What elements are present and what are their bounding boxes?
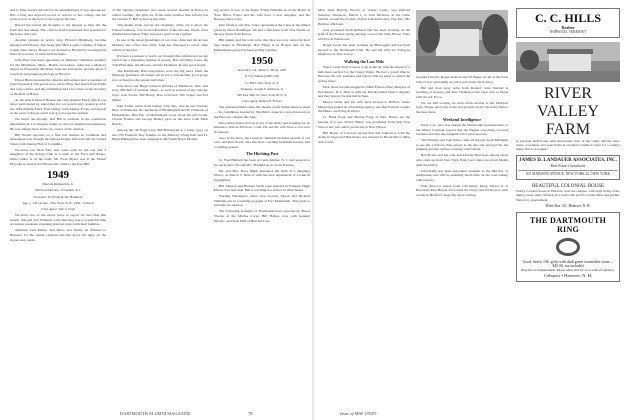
text-paragraph: Jack graduated from Amherst and has been working on the staff of the Boston Globe, having covered the State House. They will live in Watertown. xyxy=(318,27,410,41)
text-paragraph: Ted Whitney and Tom Wiley came all the way from Michigan to see the Carnival; they stayed at the Inn and enjoyed the ski jumping and the outdoor evening with friends. xyxy=(416,138,508,152)
text-paragraph: Mr. and Mrs. Dave Smith announce the birth of a daughter, Nancy, on March 3. Dave is with the trust department of a bank in Springfield. xyxy=(214,168,310,182)
landauer-name: JAMES D. LANDAUER ASSOCIATES, INC. xyxy=(519,157,617,163)
section-subheading: The Hitching Post xyxy=(245,151,279,157)
text-paragraph: Space Cadet Paul Conway is up in the air with his dream of a helicopter service for the Upper Valley. He had a grand time in Hanover the last weekend and reports that he plans to attend the spring dance. xyxy=(318,65,410,83)
text-paragraph: Lt. Fred Hatfield has been at Camp Kilmer, N. J., and expects to be out in June. He and Mrs. Hatfield wrote from Trenton. xyxy=(214,157,310,167)
text-paragraph: Mason Wells and his wife have moved to Buffalo where Mason has joined an advertising agency. Another Eastern couple, the Hunts, are living in Ithaca. xyxy=(318,100,410,114)
hills-name: C. C. HILLS xyxy=(534,11,602,25)
text-paragraph: Dave Rand writes that he is out of the Army and working for an insurance firm in Hartford, Conn. He and his wife have a son born in January. xyxy=(214,120,310,134)
right-page-column-2 xyxy=(416,8,508,400)
text-paragraph: Roger Lewis has been working for Burroughs and has been elected to the Dartmouth Club. He and his wife are living in Maplewood, New Jersey. xyxy=(318,42,410,57)
ring-text: Good, heavy 10k. gold, with dark green tourmaline stone—$45.00, tax included xyxy=(522,259,614,268)
house-photo xyxy=(416,10,508,72)
class-treasurer: Treasurer: Ed Smith & Mr. Hamilton xyxy=(33,194,83,199)
text-paragraph: At the time Kirkwell Hauser the class Alumni Fund, which was never participated in, asked that two we would carry around to ALL the 1919 Alumni Fund. Fred Oberg, John Johnny Foster and myself as the years will pass and it was good to see the reunion. xyxy=(10,97,106,116)
section-subheading: Weekend Intelligence xyxy=(442,116,482,122)
text-paragraph: We are still looking for news from several of the Midwest boys. Please send your notes and pictures to the Secretary before the June issue. xyxy=(416,100,508,114)
text-paragraph: John Ross and Hugh Johnson (Frank) of Baltimore, Md., and Jerry Mitchell of Gardner, Mass., as well as several of the Chicago boys: Jack Evans, Bill Henry, Dan Crawford, Jim Trager and Ted Miller. xyxy=(112,83,208,102)
text-paragraph: of Mr. Martin classmates also spent several months in Korea in winter weather. The girls are in the same position that nobody has the Charles E. Bell School at this time. xyxy=(112,8,208,22)
text-paragraph: Bill Harris of Concord reports that Ted Johnson is with the Army in Japan and Bud Peters was married in Bronxville to Miss Ann Carter. xyxy=(318,130,410,144)
text-paragraph: We heard one though, that Bill is assistant in the operations department at Los Angeles being on the Los Angeles headquarters. He was among those in the top corner of the reunion. xyxy=(10,117,106,131)
farm-photo xyxy=(516,42,620,82)
text-paragraph: The following formerly of Dartmouth have reported in: Bruce Thorne of the Marine Corps, Bill Halsey, now with General Electric, and Tom Ellis of Harvard Law. xyxy=(214,209,310,223)
landauer-sub: Real Estate Consultants xyxy=(550,163,586,168)
hills-role: Realtor xyxy=(561,25,575,30)
text-paragraph: and to Miss Greta Carlsrud for the Alumni Fund. It was announced. Has a long and devoted record of service to her college and his work is now in the front of the page in the east. xyxy=(10,8,106,22)
text-paragraph: Ernest Hunn presents the cheerful atmosphere and occupation of John Southwick still graces us to know. Have had letters from Eddie and a few others, and the committees had a few men on the last days of the Roll of Honor. xyxy=(10,77,106,96)
colonial-text: Sturdy Colonial house in Hanover, near the campus, with large living room, dining room, study, kitchen, five bedrooms and two baths. Barn and garden. Shown by appointment. xyxy=(516,189,620,202)
text-paragraph: Tom Atwood writes from Cincinnati; Doug Meyer is at Bowdoin; Pete Bryant has joined the Navy; and Ed Ryan is with a bank in Hartford. Keep the news coming. xyxy=(416,183,508,197)
footer-magazine-name: DARTMOUTH ALUMNI MAGAZINE xyxy=(120,411,191,416)
section-subheading: Walking the Last Mile xyxy=(344,58,384,64)
text-paragraph: Hal and Joan Gray write from Denver; John Sinclair is teaching at Groton; and Pete Thompson has been sent to Texas with the Air Force. xyxy=(416,85,508,99)
text-paragraph: It's been a pleasure to reach out through this column and we get notes from a surprising number of people. Bob and Mary Jones, the Tom Eldredges, the Moores, and the Eastmans all sent good words. xyxy=(112,53,208,67)
class-heading-1949: 1949 xyxy=(47,169,69,182)
text-paragraph: Dan Thomas and Pete Jones represented the Class at the dinner given by Dean Neidlinger. We had a fine letter from Jack Nesbit on his way home from Korea. xyxy=(214,23,310,37)
class-secretary: Sherwin Kirkpatrick, Jr. xyxy=(42,182,74,187)
landauer-ad xyxy=(516,155,620,180)
colonial-title: BEAUTIFUL COLONIAL HOUSE xyxy=(531,184,605,189)
text-paragraph: Miss Janet Beverly Brown of Union, Conn., was married Saturday afternoon, March 1, to Jack McGrew in the Little Church around the Corner. Robert Knickerbocker, The Rev. Mr. Holmes officiated. xyxy=(318,8,410,26)
class-fund: Class Agent, Robert E. Fowler xyxy=(241,99,283,104)
text-paragraph: We have lost Matt Fitz, and come with an AA son and 2 daughters of the Rotary Club at Cornell to the Ford and Harper, while Geller is on the team. Mr. Evan Myers was at the Mount Holyoke as well as Ed Ellison who came to the East Hill. xyxy=(10,147,106,166)
page-spine xyxy=(312,0,314,420)
text-paragraph: Bill Atkins and his wife write that they are now settled in their new home in Pittsburgh. Bob Flagg is in Boston and all the Philadelphia group has been getting together. xyxy=(214,38,310,52)
text-paragraph: Also in the news, the Carnival chairmen included several of our own, and Ken Wood, who has been coaching freshman hockey, had a winning season. xyxy=(214,135,310,149)
colonial-address: Write Box 141, Hanover, N. H. xyxy=(545,203,591,208)
text-paragraph: ing service is now at the home, Frank Williams is on the Board at Yale. Bruce Foster and his wife have a new daughter, and the Hoppers have a boy. xyxy=(214,8,310,22)
text-paragraph: John Kelly has been appointed assistant to the Director of Admissions and will be spending much time on the road talking with schools. xyxy=(416,168,508,182)
text-paragraph: Bill Johnson and Barbara Wells were married in Yonkers; Hugh Dawes was best man. Bill is teaching at a school in Westchester. xyxy=(214,183,310,193)
text-paragraph: Dick Sears became engaged to Miss Frances Mary Burgess of Providence, R. I. Dick is with the Rhode Island Trust Company and they hope to be married in June. xyxy=(318,84,410,99)
class-agent: Apt. 1, 145 1st Ave., New York, N. Y., 1950 - Jackson xyxy=(22,200,94,205)
text-paragraph: In one of the nicest friendships of our class, Alan and the Arcane Markets, has a fine new baby. John has managed to travel quite widely in the past. xyxy=(112,38,208,52)
text-paragraph: Tim Austin, Penn and an old classmate, while yet to know the famous business, was elected President of the Tacoma, Wash., Area Alumni Association. They enjoyed a great week together. xyxy=(112,23,208,37)
text-paragraph: Paul Sadler writes from Kansas City, Mo., that he saw Charley Hess of Winnetka, Ill., Kennedy of Birmingham and H. Fullerton of Philadelphia. Bud Farr of Marblehead wrote about his new home. Charlie Frazier and George Halsey gave us the news from Palm Beach. xyxy=(112,103,208,126)
text-paragraph: Lt. Hank Fogg and Marian Fogg of New Haven are the parents of a son, David. Henry was graduated from Yale Law School last year and is practicing in New Haven. xyxy=(318,115,410,129)
text-paragraph: Greenie Lincoln, Roger Jackson and Ed Baker are all at the Tuck School now and taking an active part in the Tuck drive. xyxy=(416,75,508,84)
landauer-address: 501 MADISON AVENUE, NEW YORK 22, NEW YORK xyxy=(525,172,611,177)
text-paragraph: The announcement came this month of the Smith reunion plans — the committee, headed by Jim Fuller, expects a record turnout on the Hanover campus this June. xyxy=(214,105,310,119)
class-secretary: Secretary, Cdr. Albert C. Hyde, 1205 xyxy=(237,68,287,73)
class-fund: Class Agent, Vale S. Fogh xyxy=(40,206,76,211)
text-paragraph: Sterling Harrington writes that Gordon Tipton and Richard Williams are in a training program at Fort Monmouth. They plan to be home for reunion. xyxy=(214,194,310,208)
text-paragraph: We have two of the nicest news to report for the class this month. Jim and Ted Williams write that they had a wonderful time at reunion weekend, returning after ten years with their families. xyxy=(10,213,106,227)
class-treasurer: Treasurer, Joseph P. Ambrose, Jr. xyxy=(240,86,284,91)
text-paragraph: John Hare has been appointed an alumnus committee member for the Middlesex, Mass., Health association. John has a Master's degree in Preventive Medicine from the University and has given a course in personnel psychology at Harvard. xyxy=(10,58,106,76)
ring-icon xyxy=(552,236,584,258)
ring-note: Ring size an indispensable. Please allow time for us to order for delivery. xyxy=(521,267,615,272)
dartmouth-ring-ad xyxy=(516,212,620,282)
footer-left-page-number: 78 xyxy=(248,411,253,416)
footer-right-page-number: 79 xyxy=(372,411,377,416)
text-paragraph: Bill Perrill reported on a fine fall reunion in Cardinals and subsequent tour through the famous Prague before he left the United States with Johnny Fish of Columbia. xyxy=(10,132,106,146)
ring-title: THE DARTMOUTH RING xyxy=(529,215,607,234)
farm-title: RIVER VALLEY FARM xyxy=(537,84,599,138)
class-fpo: c/o FPO, New York, N. Y. xyxy=(244,80,280,85)
text-paragraph: Bob Evans and his wife and Charlie Beal were among those who came up from New York. Paul Lord came over from Maine with the Kellys. xyxy=(416,153,508,167)
ring-shop: Coburn's • Hanover, N. H. xyxy=(543,272,593,278)
text-paragraph: Ernie Cox, who was among the Dartmouth representatives at the Winter Carnival, reports that the Nugget was doing a record business and that the weekend was a great success. xyxy=(416,123,508,137)
advertisement-column xyxy=(516,8,620,400)
text-paragraph: Among the '49 Navy boys, Bill Hunnewell is a Lieut. (j.g.) on the USS Fremont; Ray Jenkins on the Midway; Doug Kerr and Lt. Hugh Pinkley have been assigned to the Tenth Naval District. xyxy=(112,127,208,142)
left-page-column-2 xyxy=(112,8,208,400)
class-address: 186 Portsdam Ave., Portsdam, R. I. xyxy=(34,188,82,193)
right-page-column-1 xyxy=(318,8,410,400)
footer-issue: Issue of MAY 1952 xyxy=(340,411,374,416)
hills-realtor-ad xyxy=(516,8,620,38)
left-page-column-1 xyxy=(10,8,106,400)
farm-text: A spacious farm house with spectacular view of the valley and the river, barns, woodland, and open fields in excellent condition, ideal for a country home. Price on request. xyxy=(516,138,620,152)
class-heading-1950: 1950 xyxy=(251,55,273,68)
text-paragraph: Harold has turned his thoughts to the Oregon as they left the farm and ties ahead. The class is well represented and grateful for the honor this year. xyxy=(10,23,106,37)
text-paragraph: Alumnus Jack Marks, Ted Tiller, and family all returned to Hanover for the winter carnival and the 'good old days' on the slopes once again. xyxy=(10,228,106,242)
text-paragraph: The Dartmouth Hall renovations were the big news when the February graduates all turned out in force and another good group was on hand for the winter festivities. xyxy=(112,68,208,82)
class-address: U.S.S. Walker (DDE-518) xyxy=(244,74,280,79)
text-paragraph: Another reunion in active duty, Howard Hirshberg, became engaged in February. The lucky girl, Miss Louise Cushing of Sutton Center, New Jersey. Hopes to be married to Howard is an ensign but there is no notice of when he'll be home. xyxy=(10,38,106,57)
class-agent: 309 East 90th St., New York 28, N. Y. xyxy=(236,92,287,97)
hills-place: NORWICH, VERMONT xyxy=(549,30,587,34)
left-page-column-3 xyxy=(214,8,310,400)
